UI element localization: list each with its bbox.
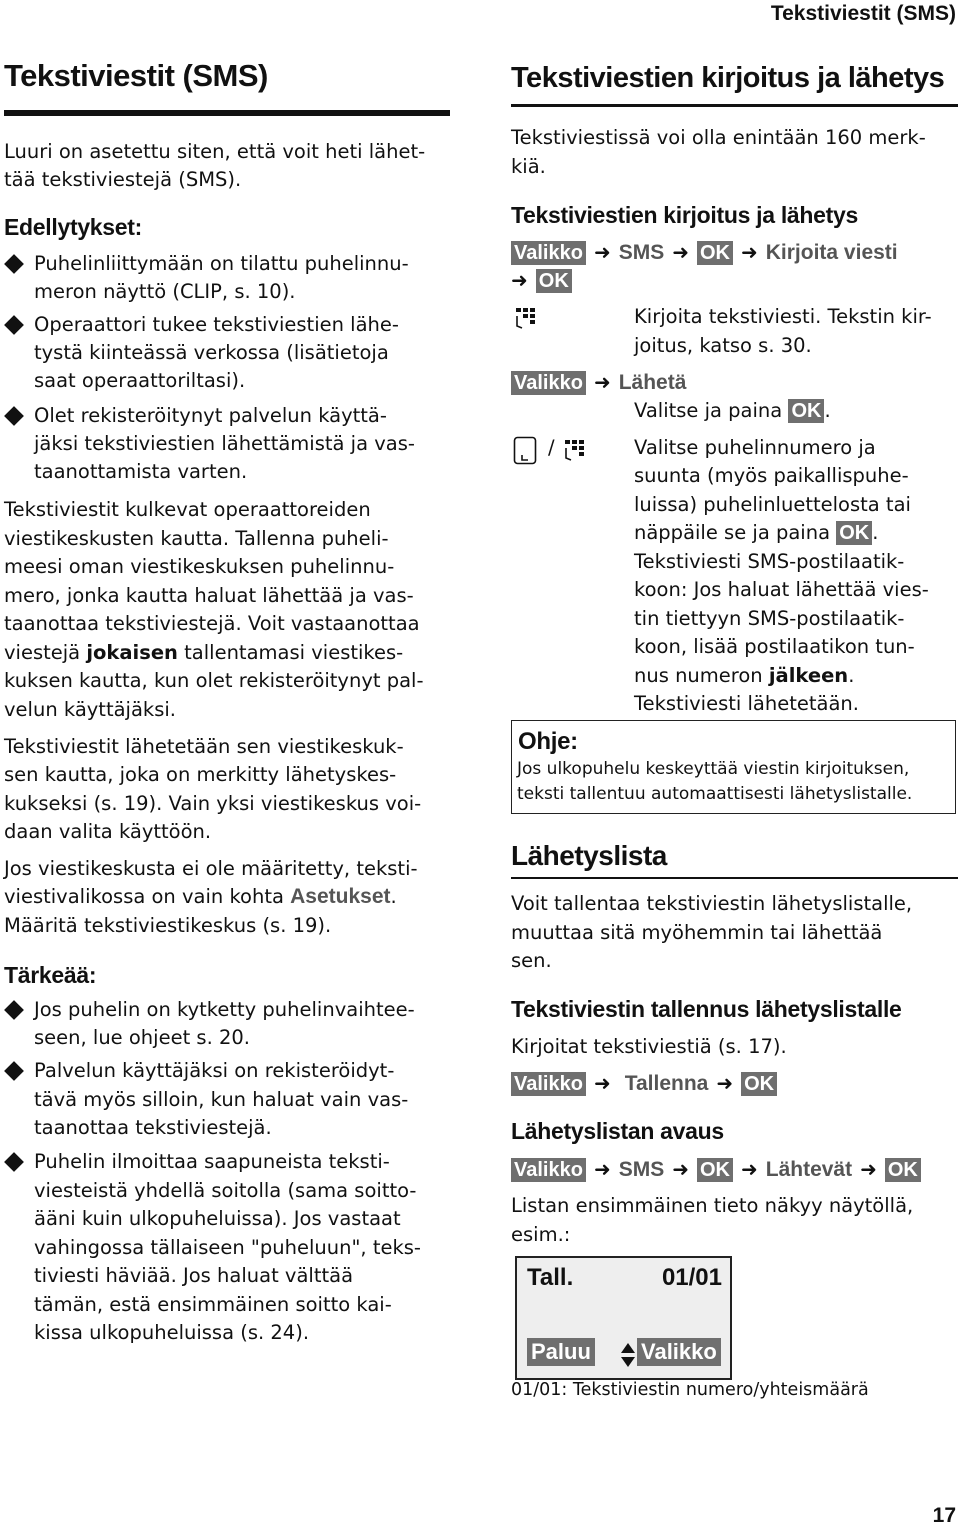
step3-line-10: Tekstiviesti lähetetään.	[634, 692, 859, 715]
ok-key: OK	[741, 1072, 777, 1096]
save-para: Kirjoitat tekstiviestiä (s. 17).	[511, 1035, 787, 1058]
ok-key: OK	[885, 1158, 921, 1182]
valikko-key: Valikko	[511, 1158, 586, 1182]
imp-3a: Puhelin ilmoittaa saapuneista teksti-	[34, 1150, 390, 1173]
right-title: Tekstiviestien kirjoitus ja lähetys	[511, 62, 945, 94]
sub-heading-write-send: Tekstiviestien kirjoitus ja lähetys	[511, 202, 858, 228]
imp-2b: tävä myös silloin, kun haluat vain vas-	[34, 1088, 409, 1111]
screen-counter: 01/01	[661, 1264, 722, 1291]
screen-caption: 01/01: Tekstiviestin numero/yhteismäärä	[511, 1380, 869, 1400]
bullet-icon	[4, 1152, 24, 1172]
para-3-line-3: Määritä tekstiviestikeskus (s. 19).	[4, 914, 332, 937]
open-para-2: esim.:	[511, 1223, 571, 1246]
step3-line-8: koon, lisää postilaatikon tun-	[634, 635, 915, 658]
imp-3e: tiviesti häviää. Jos haluat välttää	[34, 1264, 354, 1287]
display-screen	[515, 1256, 732, 1380]
imp-2c: taanottaa tekstiviestejä.	[34, 1116, 272, 1139]
para-2-line-4: daan valita käyttöön.	[4, 820, 212, 843]
step3-line-7: tin tiettyyn SMS-postilaatik-	[634, 607, 905, 630]
para-2-line-1: Tekstiviestit lähetetään sen viestikeskuk-	[4, 735, 404, 758]
imp-3b: viesteistä yhdellä soitolla (sama soitto-	[34, 1179, 417, 1202]
up-down-arrow-icon	[620, 1342, 636, 1368]
ok-key: OK	[536, 269, 572, 293]
note-line-1: Jos ulkopuhelu keskeyttää viestin kirjoituksen,	[517, 759, 910, 779]
keypad-icon	[563, 438, 589, 464]
r-intro-1: Tekstiviestissä voi olla enintään 160 merk-	[511, 126, 926, 149]
list-para-1: Voit tallentaa tekstiviestin lähetyslistalle,	[511, 892, 913, 915]
title-rule	[4, 110, 450, 116]
req-3c: taanottamista varten.	[34, 460, 248, 483]
screen-back-softkey[interactable]: Paluu	[527, 1338, 595, 1366]
arrow-icon: ➜	[672, 240, 689, 264]
valikko-key: Valikko	[511, 241, 586, 265]
arrow-icon: ➜	[740, 1157, 758, 1181]
step1-line-2: joitus, katso s. 30.	[634, 334, 812, 357]
req-1b: meron näyttö (CLIP, s. 10).	[34, 280, 296, 303]
note-heading: Ohje:	[518, 728, 578, 755]
para-1-line-6: viestejä jokaisen tallentamasi viestikes-	[4, 641, 404, 664]
intro-line-2: tää tekstiviestejä (SMS).	[4, 168, 242, 191]
step3-line-5: Tekstiviesti SMS-postilaatik-	[634, 550, 905, 573]
ok-key: OK	[697, 241, 733, 265]
para-3-line-2: viestivalikossa on vain kohta Asetukset.	[4, 885, 397, 908]
bullet-icon	[4, 406, 24, 426]
step3-line-6: koon: Jos haluat lähettää vies-	[634, 578, 929, 601]
menu-tallenna: Tallenna	[624, 1072, 709, 1095]
para-1-line-8: velun käyttäjäksi.	[4, 698, 176, 721]
req-2c: saat operaattoriltasi).	[34, 369, 246, 392]
valikko-key: Valikko	[511, 1072, 586, 1096]
para-1-line-7: kuksen kautta, kun olet rekisteröitynyt pal-	[4, 669, 424, 692]
list-para-2: muuttaa sitä myöhemmin tai lähettää	[511, 921, 883, 944]
para-2-line-2: sen kautta, joka on merkitty lähetyskes-	[4, 763, 397, 786]
requirements-heading: Edellytykset:	[4, 214, 142, 240]
list-para-3: sen.	[511, 949, 552, 972]
menu-path-open	[511, 1157, 921, 1182]
open-para-1: Listan ensimmäinen tieto näkyy näytöllä,	[511, 1194, 914, 1217]
menu-laheta: Lähetä	[618, 371, 687, 394]
step3-line-2: suunta (myös paikallispuhe-	[634, 464, 909, 487]
step2-line: Valitse ja paina OK .	[634, 399, 831, 422]
valikko-key: Valikko	[511, 371, 586, 395]
note-line-2: teksti tallentuu automaattisesti lähetyslistalle.	[517, 784, 913, 804]
imp-3f: tämän, estä ensimmäinen soitto kai-	[34, 1293, 392, 1316]
arrow-icon: ➜	[716, 1071, 734, 1095]
bullet-icon	[4, 1000, 24, 1020]
menu-sms: SMS	[618, 1158, 665, 1181]
ok-key: OK	[697, 1158, 733, 1182]
page-number: 17	[932, 1504, 956, 1527]
menu-kirjoita-viesti: Kirjoita viesti	[765, 241, 898, 264]
para-1-line-3: meesi oman viestikeskuksen puhelinnu-	[4, 555, 395, 578]
para-3-line-1: Jos viestikeskusta ei ole määritetty, teksti-	[4, 857, 418, 880]
phonebook-key-icon	[513, 436, 537, 466]
list-title: Lähetyslista	[511, 840, 667, 871]
sub-heading-save: Tekstiviestin tallennus lähetyslistalle	[511, 996, 902, 1022]
menu-lahtevat: Lähtevät	[765, 1158, 853, 1181]
menu-path-send	[511, 370, 686, 395]
imp-3d: vahingossa tällaiseen "puheluun", teks-	[34, 1236, 421, 1259]
para-1-line-1: Tekstiviestit kulkevat operaattoreiden	[4, 498, 371, 521]
para-1-line-2: viestikeskusten kautta. Tallenna puheli-	[4, 527, 389, 550]
req-3a: Olet rekisteröitynyt palvelun käyttä-	[34, 404, 387, 427]
step3-line-9: nus numeron jälkeen.	[634, 664, 855, 687]
arrow-icon: ➜	[593, 370, 611, 394]
imp-3c: ääni kuin ulkopuheluissa). Jos vastaat	[34, 1207, 401, 1230]
slash-text: /	[548, 436, 555, 459]
req-3b: jäksi tekstiviestien lähettämistä ja vas-	[34, 432, 415, 455]
r-intro-2: kiä.	[511, 155, 546, 178]
imp-1a: Jos puhelin on kytketty puhelinvaihtee-	[34, 998, 415, 1021]
keypad-icon	[514, 306, 540, 332]
arrow-icon: ➜	[593, 1157, 611, 1181]
screen-left-text: Tall.	[527, 1264, 574, 1291]
intro-line-1: Luuri on asetettu siten, että voit heti lähet-	[4, 140, 426, 163]
arrow-icon: ➜	[860, 1157, 877, 1181]
ok-key: OK	[836, 521, 872, 545]
step3-line-1: Valitse puhelinnumero ja	[634, 436, 876, 459]
important-heading: Tärkeää:	[4, 962, 97, 988]
left-title: Tekstiviestit (SMS)	[4, 58, 268, 93]
bullet-icon	[4, 1061, 24, 1081]
imp-3g: kissa ulkopuheluissa (s. 24).	[34, 1321, 310, 1344]
step3-line-3: luissa) puhelinluettelosta tai	[634, 493, 911, 516]
req-2a: Operaattori tukee tekstiviestien lähe-	[34, 313, 399, 336]
right-title-rule	[511, 104, 958, 107]
ok-key: OK	[788, 399, 824, 423]
arrow-icon: ➜	[593, 240, 611, 264]
bullet-icon	[4, 254, 24, 274]
imp-1b: seen, lue ohjeet s. 20.	[34, 1026, 250, 1049]
step3-line-4: näppäile se ja paina OK .	[634, 521, 879, 544]
menu-path-write-cont	[511, 268, 572, 293]
arrow-icon: ➜	[672, 1157, 689, 1181]
req-2b: tystä kiinteässä verkossa (lisätietoja	[34, 341, 389, 364]
running-header: Tekstiviestit (SMS)	[770, 2, 956, 25]
para-1-line-5: taanottaa tekstiviestejä. Voit vastaanottaa	[4, 612, 420, 635]
sub-heading-open: Lähetyslistan avaus	[511, 1118, 724, 1144]
step1-line-1: Kirjoita tekstiviesti. Tekstin kir-	[634, 305, 932, 328]
list-title-rule	[511, 877, 958, 879]
screen-menu-softkey[interactable]: Valikko	[637, 1338, 721, 1366]
para-2-line-3: kukseksi (s. 19). Vain yksi viestikeskus voi-	[4, 792, 422, 815]
para-1-line-4: mero, jonka kautta haluat lähettää ja vas-	[4, 584, 414, 607]
menu-path-write	[511, 240, 898, 265]
menu-sms: SMS	[618, 241, 665, 264]
imp-2a: Palvelun käyttäjäksi on rekisteröidyt-	[34, 1059, 395, 1082]
menu-path-save	[511, 1071, 777, 1096]
req-1a: Puhelinliittymään on tilattu puhelinnu-	[34, 252, 409, 275]
bullet-icon	[4, 315, 24, 335]
arrow-icon: ➜	[511, 268, 528, 292]
arrow-icon: ➜	[593, 1071, 611, 1095]
arrow-icon: ➜	[740, 240, 758, 264]
